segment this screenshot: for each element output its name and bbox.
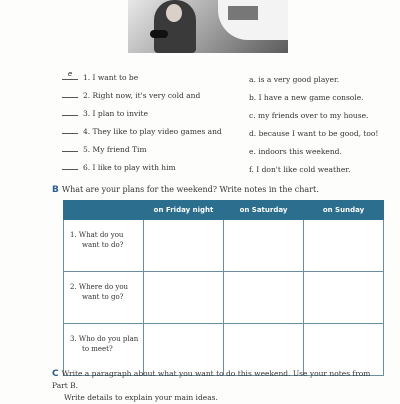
chart-question: 1. What do you want to do? <box>64 220 144 272</box>
chart-answer-cell[interactable] <box>144 220 224 272</box>
chart-question: 3. Who do you plan to meet? <box>64 324 144 376</box>
answer-value: e <box>67 70 73 78</box>
game-controller-icon <box>150 30 168 38</box>
answer-blank[interactable] <box>62 169 78 170</box>
match-item <box>0 160 400 176</box>
chart-row <box>64 220 384 272</box>
chart-answer-cell[interactable] <box>224 272 304 324</box>
match-item <box>0 106 400 122</box>
match-stem: 4. They like to play video games and <box>83 127 222 136</box>
chart-header-empty <box>64 201 144 220</box>
match-stem: 6. I like to play with him <box>83 163 176 172</box>
answer-blank[interactable] <box>62 79 78 80</box>
chart-answer-cell[interactable] <box>224 220 304 272</box>
chart-answer-cell[interactable] <box>304 272 384 324</box>
match-option: a. is a very good player. <box>249 75 340 84</box>
answer-blank[interactable] <box>62 133 78 134</box>
match-item <box>0 88 400 104</box>
section-letter-c: C <box>52 369 59 379</box>
match-item <box>0 70 400 86</box>
chart-header-saturday: on Saturday <box>224 201 304 220</box>
match-stem: 3. I plan to invite <box>83 109 149 118</box>
match-stem: 5. My friend Tim <box>83 145 147 154</box>
answer-blank[interactable] <box>62 97 78 98</box>
section-c-instruction <box>52 368 382 404</box>
chart-header-sunday: on Sunday <box>304 201 384 220</box>
chart-answer-cell[interactable] <box>304 220 384 272</box>
match-option: e. indoors this weekend. <box>249 147 342 156</box>
chart-question: 2. Where do you want to go? <box>64 272 144 324</box>
match-item <box>0 124 400 140</box>
match-option: f. I don't like cold weather. <box>249 165 351 174</box>
match-stem: 1. I want to be <box>83 73 139 82</box>
match-option: b. I have a new game console. <box>249 93 364 102</box>
answer-blank[interactable] <box>62 115 78 116</box>
match-option: c. my friends over to my house. <box>249 111 369 120</box>
section-c-line-2: Write details to explain your main ideas. <box>64 393 218 402</box>
answer-blank[interactable] <box>62 151 78 152</box>
match-item <box>0 142 400 158</box>
section-letter-b: B <box>52 185 59 195</box>
chart-header-friday: on Friday night <box>144 201 224 220</box>
chart-answer-cell[interactable] <box>144 272 224 324</box>
section-b-instruction <box>52 185 319 195</box>
section-b-text: What are your plans for the weekend? Write notes in the chart. <box>61 185 319 194</box>
chart-header-row <box>64 201 384 220</box>
match-stem: 2. Right now, it's very cold and <box>83 91 201 100</box>
chart-row <box>64 272 384 324</box>
matching-exercise <box>0 70 400 174</box>
section-c-line-1: Write a paragraph about what you want to do this weekend. Use your notes from Part B. <box>52 369 371 390</box>
photo-friends-playing-video-games <box>128 0 288 53</box>
match-option: d. because I want to be good, too! <box>249 129 379 138</box>
weekend-plans-chart <box>63 200 384 376</box>
